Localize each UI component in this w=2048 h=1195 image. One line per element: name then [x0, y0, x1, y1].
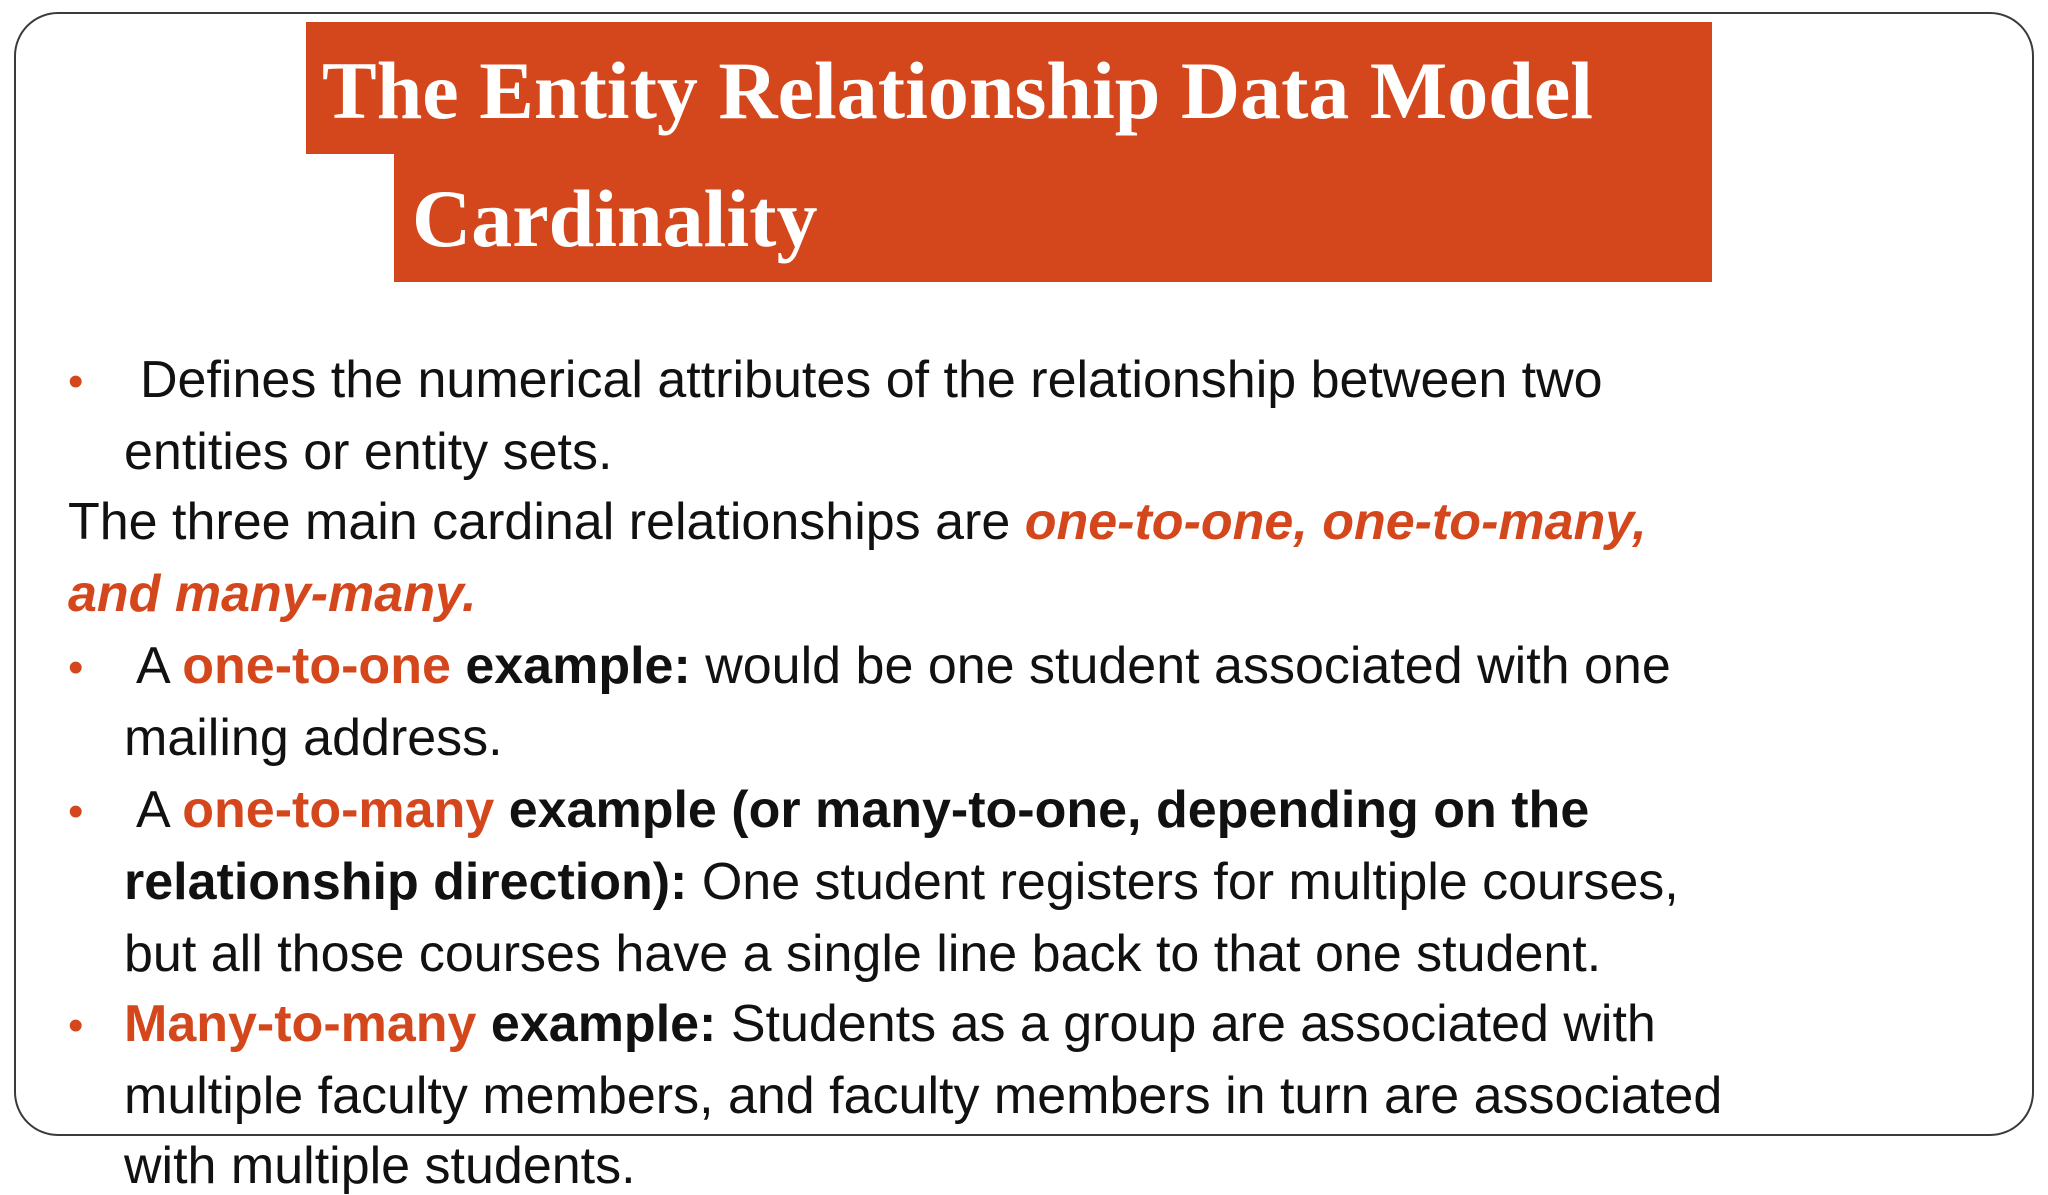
bullet-marker: •	[68, 787, 84, 836]
bullet-marker: •	[68, 1001, 84, 1050]
bullet-2-line-2	[124, 709, 503, 767]
bullet-3-line-3	[124, 925, 1602, 983]
bullet-4-line-1	[124, 995, 1656, 1053]
bullet-3-rest: One student registers for multiple courses,	[687, 853, 1679, 911]
paragraph-emphasis-cont: and many-many.	[68, 565, 477, 623]
slide-title: The Entity Relationship Data Model	[322, 45, 1594, 136]
bullet-2-text-cont: mailing address.	[124, 709, 503, 767]
bullet-marker: •	[68, 357, 84, 406]
bullet-1-line-1	[140, 351, 1603, 409]
paragraph-line-1	[68, 493, 1647, 551]
bullet-marker: •	[68, 643, 84, 692]
slide-subtitle: Cardinality	[412, 173, 818, 264]
bullet-2-rest: would be one student associated with one	[690, 637, 1671, 695]
bullet-2-line-1	[136, 637, 1671, 695]
bullet-3-text-cont: but all those courses have a single line back to that one student.	[124, 925, 1602, 983]
bullet-4-rest: Students as a group are associated with	[716, 995, 1656, 1053]
bullet-3-term: one-to-many	[182, 781, 495, 839]
bullet-4-term: Many-to-many	[124, 995, 477, 1053]
bullet-1-text: Defines the numerical attributes of the relationship between two	[140, 351, 1603, 409]
bullet-4-line-3	[124, 1137, 636, 1195]
bullet-2-term: one-to-one	[182, 637, 451, 695]
bullet-2-prefix: A	[136, 637, 183, 695]
bullet-3-label-cont: relationship direction):	[124, 853, 688, 911]
bullet-3-line-1	[136, 781, 1590, 839]
bullet-3-prefix: A	[136, 781, 183, 839]
bullet-4-text-cont-2: with multiple students.	[124, 1137, 636, 1195]
paragraph-line-2	[68, 565, 477, 623]
bullet-3-line-2	[124, 853, 1679, 911]
paragraph-emphasis: one-to-one, one-to-many,	[1024, 493, 1647, 551]
bullet-3-label: example (or many-to-one, depending on the	[494, 781, 1590, 839]
bullet-4-line-2	[124, 1067, 1723, 1125]
paragraph-prefix: The three main cardinal relationships are	[68, 493, 1025, 551]
bullet-1-text-cont: entities or entity sets.	[124, 423, 613, 481]
bullet-2-label: example:	[450, 637, 691, 695]
bullet-1-line-2	[124, 423, 613, 481]
bullet-4-label: example:	[476, 995, 717, 1053]
bullet-4-text-cont: multiple faculty members, and faculty members in turn are associated	[124, 1067, 1723, 1125]
